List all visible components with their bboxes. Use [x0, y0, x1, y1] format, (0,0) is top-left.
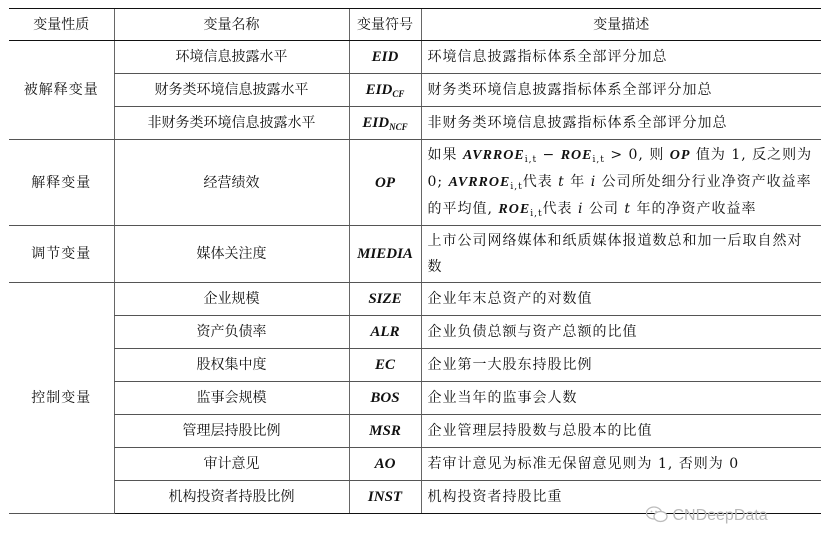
- variable-symbol: ALR: [349, 316, 421, 349]
- group-moderating: 调节变量: [9, 226, 114, 283]
- variable-name: 媒体关注度: [114, 226, 349, 283]
- variable-name: 非财务类环境信息披露水平: [114, 107, 349, 140]
- variable-description: 若审计意见为标准无保留意见则为 1, 否则为 0: [421, 448, 821, 481]
- variable-symbol: INST: [349, 481, 421, 514]
- table-row: [9, 415, 821, 448]
- watermark: [646, 506, 768, 525]
- variable-name: 管理层持股比例: [114, 415, 349, 448]
- variable-description: 非财务类环境信息披露指标体系全部评分加总: [421, 107, 821, 140]
- header-row: [9, 9, 821, 41]
- header-nature: 变量性质: [9, 9, 114, 41]
- table-row: [9, 448, 821, 481]
- variable-description: 财务类环境信息披露指标体系全部评分加总: [421, 74, 821, 107]
- variable-description: 企业管理层持股数与总股本的比值: [421, 415, 821, 448]
- variable-description: 企业年末总资产的对数值: [421, 283, 821, 316]
- variable-symbol: $EID_{CF}$: [349, 74, 421, 107]
- table-row: [9, 316, 821, 349]
- group-control: 控制变量: [9, 283, 114, 514]
- variable-description: 上市公司网络媒体和纸质媒体报道数总和加一后取自然对数: [421, 226, 821, 283]
- variable-definition-table: [9, 8, 821, 514]
- variable-symbol: EC: [349, 349, 421, 382]
- table-row: [9, 140, 821, 226]
- variable-symbol: MSR: [349, 415, 421, 448]
- table-row: [9, 74, 821, 107]
- variable-description: 企业第一大股东持股比例: [421, 349, 821, 382]
- variable-description: 如果 $AVRROE_{i,t} - ROE_{i,t} > 0$, 则 OP 值为 1, 反之则为 0; $AVRROE_{i,t}$代表 t 年 i 公司所处细分行业净资产收益率的平均值, $ROE_{i,t}$代表 i 公司 t 年的净资产收益率: [421, 140, 821, 226]
- table-row: [9, 107, 821, 140]
- header-name: 变量名称: [114, 9, 349, 41]
- variable-symbol: OP: [349, 140, 421, 226]
- variable-name: 股权集中度: [114, 349, 349, 382]
- group-explanatory: 解释变量: [9, 140, 114, 226]
- group-explained: 被解释变量: [9, 41, 114, 140]
- variable-description: 机构投资者持股比重: [421, 481, 821, 514]
- variable-symbol: BOS: [349, 382, 421, 415]
- header-symbol: 变量符号: [349, 9, 421, 41]
- header-description: 变量描述: [421, 9, 821, 41]
- table-row: [9, 283, 821, 316]
- variable-symbol: $EID_{NCF}$: [349, 107, 421, 140]
- variable-name: 财务类环境信息披露水平: [114, 74, 349, 107]
- variable-symbol: AO: [349, 448, 421, 481]
- variable-description: 企业负债总额与资产总额的比值: [421, 316, 821, 349]
- variable-name: 企业规模: [114, 283, 349, 316]
- variable-name: 环境信息披露水平: [114, 41, 349, 74]
- table-row: [9, 382, 821, 415]
- variable-symbol: SIZE: [349, 283, 421, 316]
- variable-symbol: MIEDIA: [349, 226, 421, 283]
- wechat-icon: [646, 506, 668, 523]
- variable-name: 监事会规模: [114, 382, 349, 415]
- variable-name: 审计意见: [114, 448, 349, 481]
- variable-name: 资产负债率: [114, 316, 349, 349]
- watermark-text: CNDeepData: [672, 507, 768, 524]
- variable-description: 环境信息披露指标体系全部评分加总: [421, 41, 821, 74]
- variable-name: 机构投资者持股比例: [114, 481, 349, 514]
- variable-name: 经营绩效: [114, 140, 349, 226]
- table-row: [9, 226, 821, 283]
- table-row: [9, 41, 821, 74]
- variable-description: 企业当年的监事会人数: [421, 382, 821, 415]
- table-row: [9, 349, 821, 382]
- variable-symbol: EID: [349, 41, 421, 74]
